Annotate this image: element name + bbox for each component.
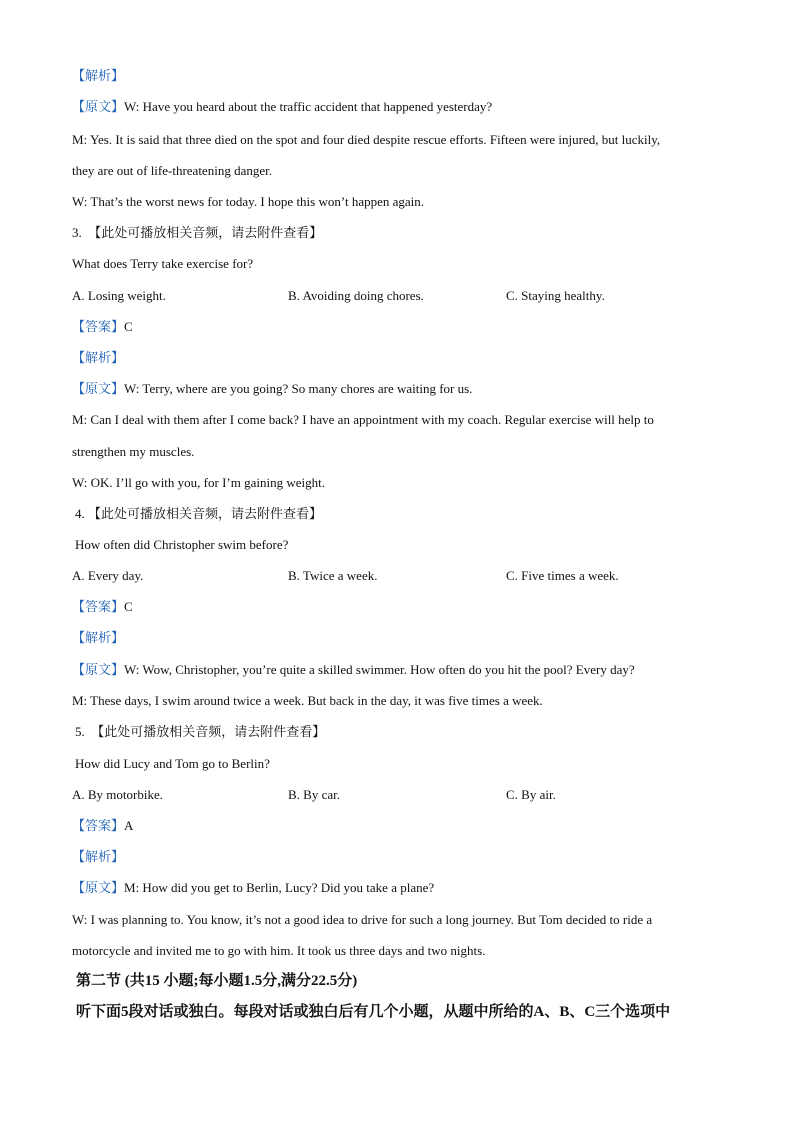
transcript-label: 【原文】 [72, 99, 125, 114]
section-title: 第二节 (共15 小题;每小题1.5分,满分22.5分) [76, 973, 358, 989]
transcript-line: M: These days, I swim around twice a week. But back in the day, it was five times a week. [72, 693, 543, 708]
section-instruction: 听下面5段对话或独白。每段对话或独白后有几个小题，从题中所给的A、B、C三个选项中 [76, 1004, 671, 1020]
transcript-line: M: Yes. It is said that three died on the spot and four died despite rescue efforts. Fifteen were injured, but luckily, [72, 132, 661, 147]
transcript-line: M: Can I deal with them after I come back? I have an appointment with my coach. Regular exercise will help to [72, 412, 654, 427]
answer-value: C [124, 599, 133, 614]
question-4-text: How often did Christopher swim before? [75, 537, 289, 552]
answer-line [72, 818, 133, 834]
transcript-line: motorcycle and invited me to go with him. It took us three days and two nights. [72, 943, 486, 958]
transcript-line: W: OK. I’ll go with you, for I’m gaining weight. [72, 475, 325, 490]
analysis-label: 【解析】 [72, 68, 125, 83]
answer-label: 【答案】 [72, 319, 125, 334]
transcript-line: 【原文】W: Wow, Christopher, you’re quite a skilled swimmer. How often do you hit the pool? Every day? [72, 662, 635, 677]
option-c: C. By air. [506, 787, 556, 802]
answer-value: C [124, 319, 133, 334]
analysis-label: 【解析】 [72, 849, 125, 864]
question-4-header: 4. 【此处可播放相关音频，请去附件查看】 [75, 506, 323, 521]
option-c: C. Five times a week. [506, 568, 619, 583]
option-b: B. Twice a week. [288, 568, 378, 583]
transcript-line: W: I was planning to. You know, it’s not a good idea to drive for such a long journey. But Tom decided to ride a [72, 912, 653, 927]
answer-line [72, 319, 133, 335]
option-a: A. Every day. [72, 568, 144, 583]
transcript-line: they are out of life-threatening danger. [72, 163, 272, 178]
analysis-label: 【解析】 [72, 350, 125, 365]
transcript-line: W: That’s the worst news for today. I hope this won’t happen again. [72, 194, 425, 209]
answer-label: 【答案】 [72, 818, 125, 833]
analysis-label: 【解析】 [72, 630, 125, 645]
option-c: C. Staying healthy. [506, 288, 605, 303]
transcript-label: 【原文】 [72, 662, 125, 677]
answer-line [72, 599, 133, 615]
transcript-line: 【原文】W: Have you heard about the traffic accident that happened yesterday? [72, 99, 493, 114]
transcript-line: strengthen my muscles. [72, 444, 195, 459]
option-b: B. By car. [288, 787, 340, 802]
question-5-text: How did Lucy and Tom go to Berlin? [75, 756, 270, 771]
question-3-text: What does Terry take exercise for? [72, 256, 254, 271]
question-5-header: 5. 【此处可播放相关音频，请去附件查看】 [75, 724, 326, 739]
answer-value: A [124, 818, 134, 833]
question-3-header: 3. 【此处可播放相关音频，请去附件查看】 [72, 225, 323, 240]
transcript-line: 【原文】W: Terry, where are you going? So many chores are waiting for us. [72, 381, 473, 396]
option-a: A. Losing weight. [72, 288, 166, 303]
transcript-label: 【原文】 [72, 880, 125, 895]
transcript-line: 【原文】M: How did you get to Berlin, Lucy? Did you take a plane? [72, 880, 435, 895]
answer-label: 【答案】 [72, 599, 125, 614]
transcript-label: 【原文】 [72, 381, 125, 396]
option-b: B. Avoiding doing chores. [288, 288, 424, 303]
option-a: A. By motorbike. [72, 787, 163, 802]
